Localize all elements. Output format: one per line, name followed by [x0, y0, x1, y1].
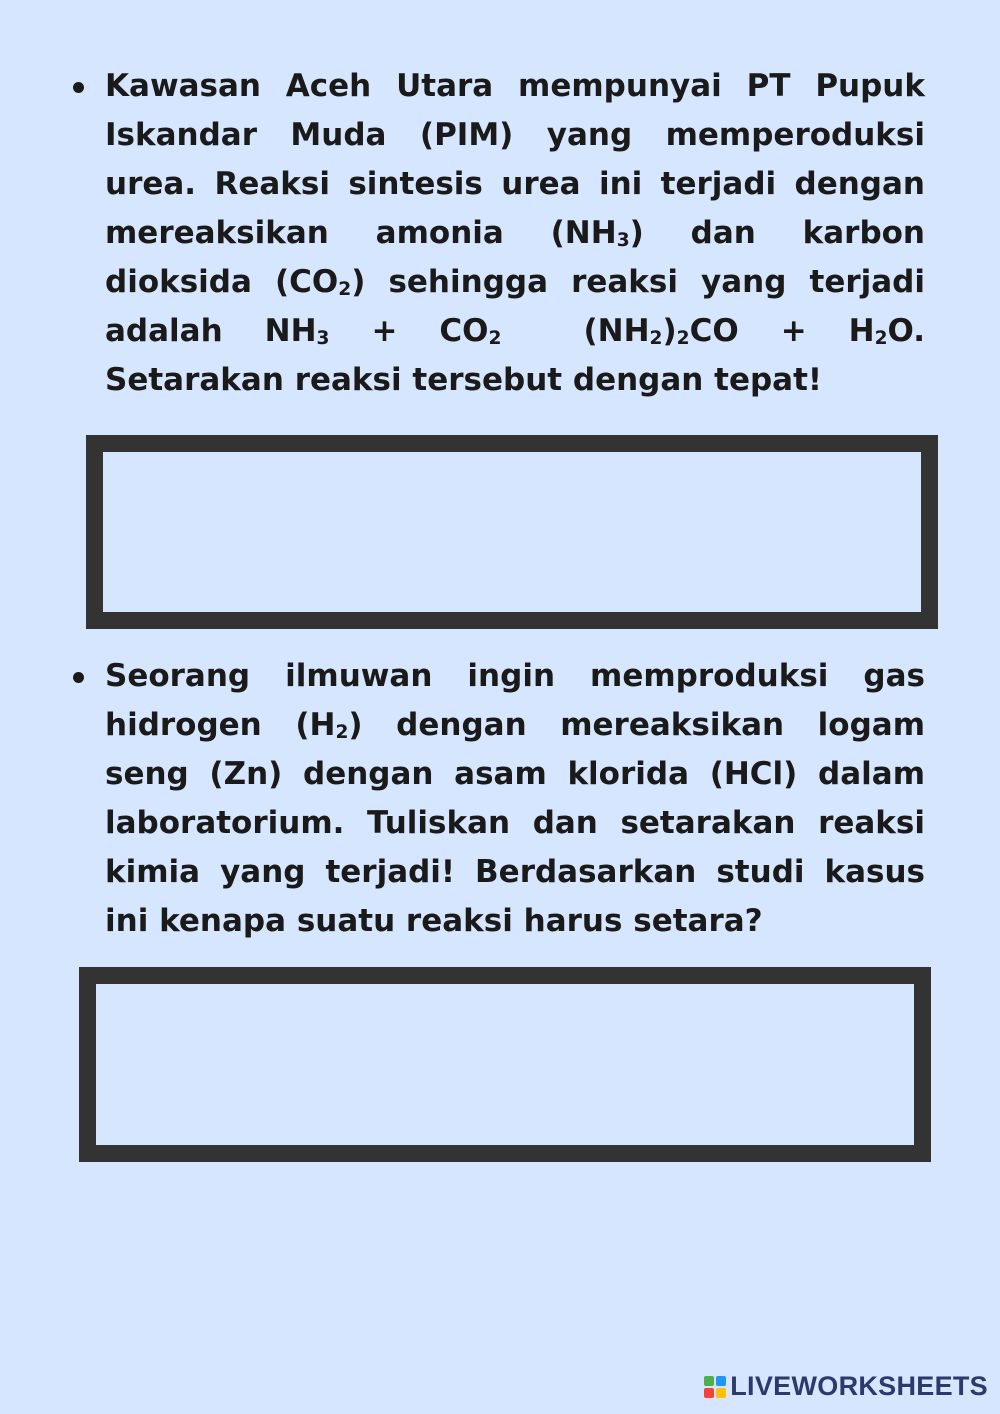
logo-icon	[704, 1376, 726, 1398]
question-2-text: ) dengan mereaksikan logam seng (Zn) dengan asam klorida (HCl) dalam laboratorium. Tuliskan dan setarakan reaksi kimia yang terjadi! Berdasarkan studi kasus ini kenapa suatu reaksi harus setara?	[105, 707, 926, 939]
question-1-text: )	[662, 313, 677, 349]
subscript: 2	[874, 327, 888, 349]
question-1-text: O. Setarakan reaksi tersebut dengan tepat!	[105, 313, 925, 398]
question-1-text: ) dan karbon dioksida (CO	[105, 215, 925, 300]
question-1-text: ) sehingga reaksi yang terjadi adalah NH	[105, 264, 926, 349]
answer-box-1[interactable]	[86, 435, 938, 629]
subscript: 2	[335, 721, 349, 743]
subscript: 3	[316, 327, 330, 349]
question-1	[105, 62, 925, 405]
bullet-icon	[73, 672, 84, 683]
subscript: 2	[649, 327, 663, 349]
question-1-text: Kawasan Aceh Utara mempunyai PT Pupuk Iskandar Muda (PIM) yang memperoduksi urea. Reaksi sintesis urea ini terjadi dengan mereaksikan amonia (NH	[105, 68, 925, 251]
subscript: 2	[676, 327, 690, 349]
bullet-icon	[73, 82, 84, 93]
subscript: 3	[616, 229, 630, 251]
question-1-text: CO + H	[689, 313, 875, 349]
subscript: 2	[488, 327, 502, 349]
brand-name: LIVEWORKSHEETS	[730, 1371, 988, 1401]
answer-box-2[interactable]	[79, 967, 931, 1162]
subscript: 2	[338, 278, 352, 300]
question-1-text: + CO	[329, 313, 489, 349]
question-1-text: (NH	[583, 313, 650, 349]
question-2	[105, 652, 925, 946]
question-2-text: Seorang ilmuwan ingin memproduksi gas hidrogen (H	[105, 658, 925, 743]
liveworksheets-logo	[704, 1371, 988, 1402]
